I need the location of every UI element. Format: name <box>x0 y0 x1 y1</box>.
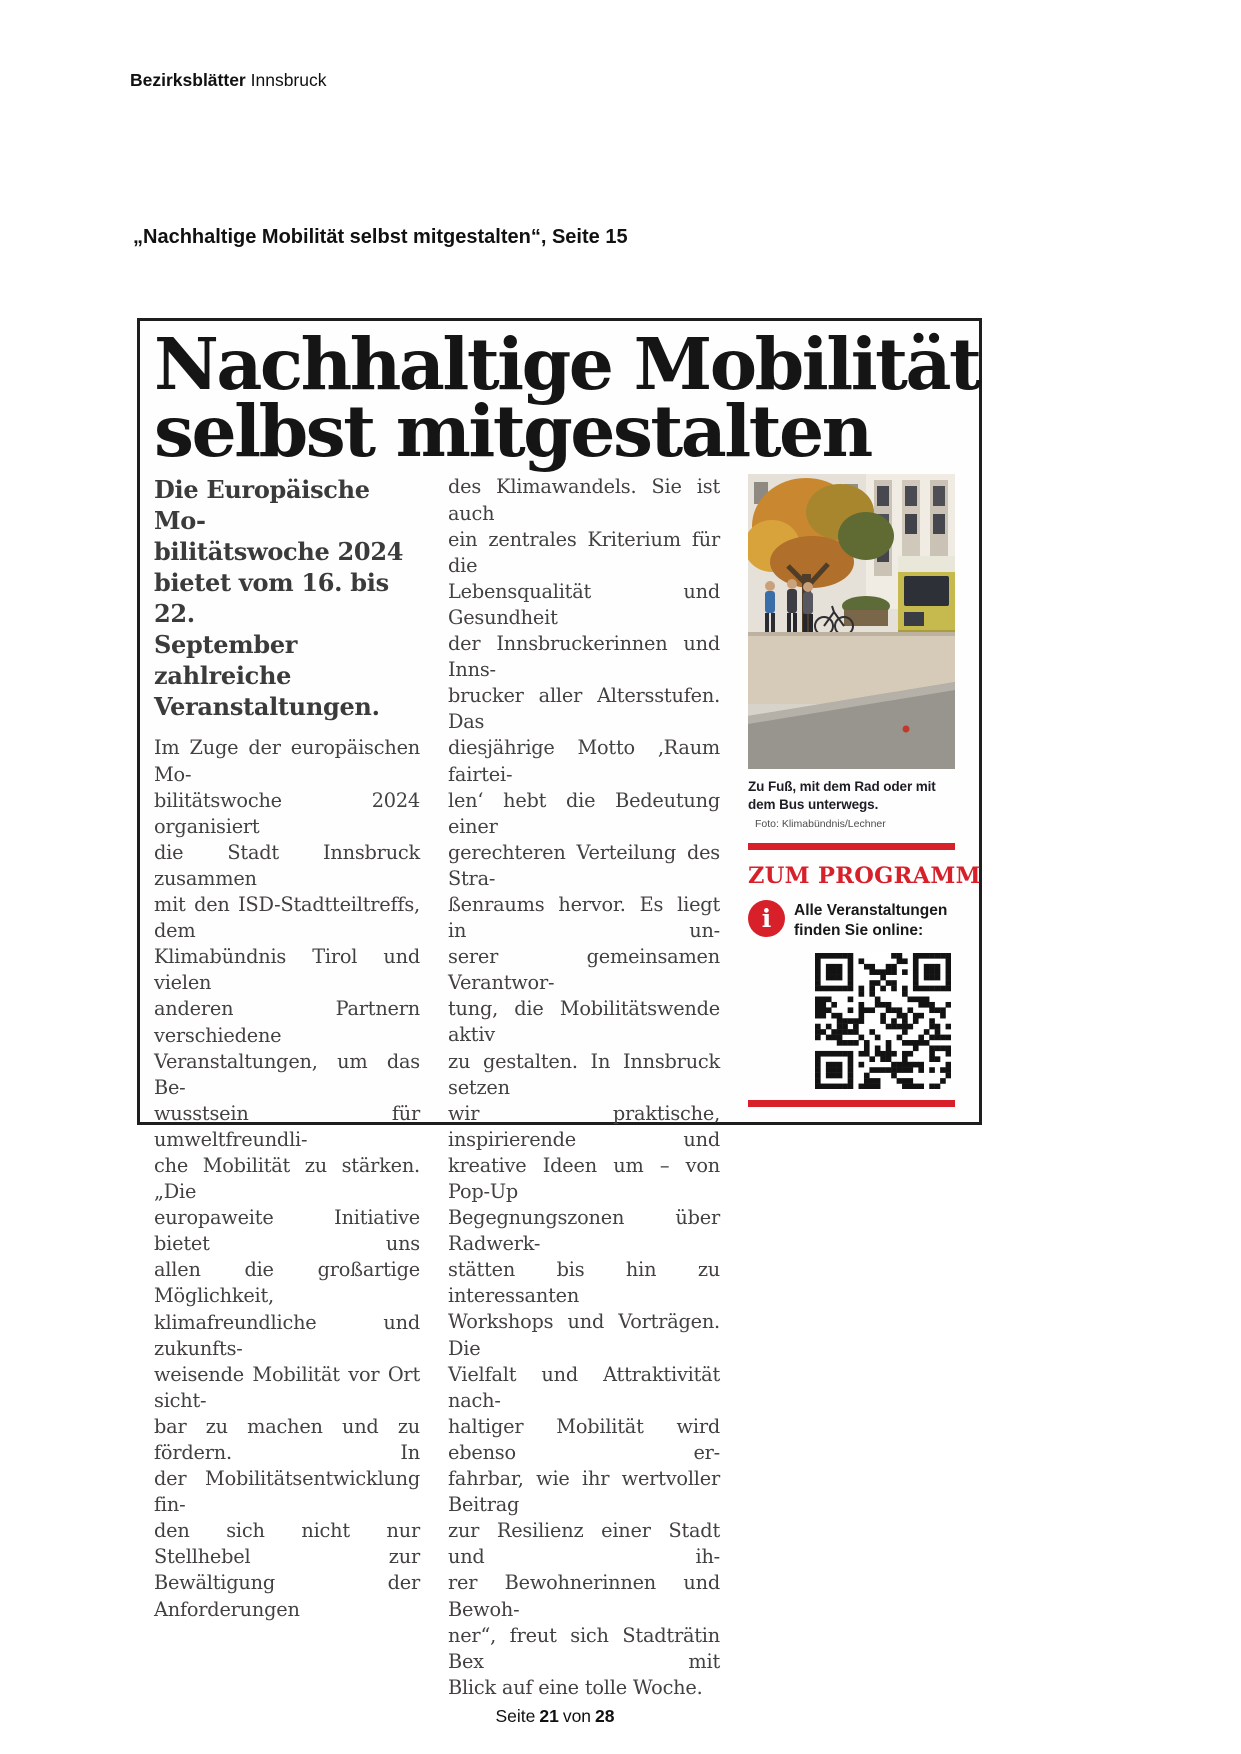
text-line: der Mobilitätsentwicklung fin- <box>154 1467 420 1517</box>
photo-caption <box>748 778 955 832</box>
article-headline <box>154 322 980 473</box>
footer-of-word: von <box>562 1706 592 1726</box>
text-line: Vielfalt und Attraktivität nach- <box>448 1362 720 1412</box>
text-line: Im Zuge der europäischen Mo- <box>154 736 420 786</box>
text-line: mit den ISD-Stadtteiltreffs, dem <box>154 893 420 943</box>
headline-line-2: selbst mitgestalten <box>154 388 871 473</box>
planter <box>842 596 890 626</box>
text-line: ßenraums hervor. Es liegt in un- <box>448 892 720 943</box>
text-line: rer Bewohnerinnen und Bewoh- <box>448 1571 720 1621</box>
text-line: brucker aller Altersstufen. Das <box>448 684 720 734</box>
text-line: Lebensqualität und Gesundheit <box>448 579 720 629</box>
text-line: bilitätswoche 2024 organisiert <box>154 788 420 838</box>
footer-label: Seite <box>495 1706 536 1726</box>
text-line: che Mobilität zu stärken. „Die <box>154 1153 420 1204</box>
program-info-text <box>794 900 947 940</box>
photo-credit: Foto: Klimabündnis/Lechner <box>755 818 886 831</box>
text-line: tung, die Mobilitätswende aktiv <box>448 997 720 1047</box>
qr-code <box>815 953 951 1089</box>
text-line: zur Resilienz einer Stadt und ih- <box>448 1519 720 1569</box>
text-line: den sich nicht nur Stellhebel zur <box>154 1519 420 1569</box>
text-line: Veranstaltungen. <box>154 692 380 722</box>
publication-header <box>130 70 327 91</box>
text-line: weisende Mobilität vor Ort sicht- <box>154 1362 420 1412</box>
footer-current-page: 21 <box>539 1706 559 1726</box>
article-column-3 <box>748 474 981 1700</box>
text-line: bilitätswoche 2024 <box>154 537 404 567</box>
text-line: fahrbar, wie ihr wertvoller Beitrag <box>448 1467 720 1517</box>
article-photo <box>748 474 955 769</box>
text-line: Alle Veranstaltungen <box>794 902 948 920</box>
text-line: wir praktische, inspirierende und <box>448 1101 720 1151</box>
article-lead-paragraph <box>154 474 420 722</box>
article-columns <box>154 474 981 1700</box>
footer-total-pages: 28 <box>595 1706 615 1726</box>
text-line: des Klimawandels. Sie ist auch <box>448 475 720 525</box>
text-line: Veranstaltungen, um das Be- <box>154 1049 420 1099</box>
text-line: gerechteren Verteilung des Stra- <box>448 840 720 890</box>
text-line: Klimabündnis Tirol und vielen <box>154 945 420 995</box>
text-line: ner“, freut sich Stadträtin Bex mit <box>448 1623 720 1673</box>
text-line: September zahlreiche <box>154 630 298 691</box>
text-line: wusstsein für umweltfreundli- <box>154 1101 420 1151</box>
text-line: bietet vom 16. bis 22. <box>154 568 389 629</box>
text-line: europaweite Initiative bietet uns <box>154 1206 420 1256</box>
text-line: anderen Partnern verschiedene <box>154 997 420 1047</box>
article-body-text-2 <box>448 474 720 1700</box>
text-line: der Innsbruckerinnen und Inns- <box>448 632 720 682</box>
text-line: bar zu machen und zu fördern. In <box>154 1414 420 1464</box>
text-line: diesjährige Motto ‚Raum fairtei- <box>448 736 720 786</box>
text-line: Begegnungszonen über Radwerk- <box>448 1206 720 1256</box>
text-line: serer gemeinsamen Verantwor- <box>448 945 720 995</box>
text-line: finden Sie online: <box>794 921 924 939</box>
publication-edition: Innsbruck <box>250 70 327 90</box>
text-line: die Stadt Innsbruck zusammen <box>154 840 420 890</box>
text-line: kreative Ideen um – von Pop-Up <box>448 1153 720 1203</box>
program-section-heading: ZUM PROGRAMM <box>748 863 981 890</box>
newspaper-clipping <box>137 318 982 1699</box>
article-column-2 <box>448 474 720 1700</box>
article-body-text-1 <box>154 735 420 1622</box>
text-line: zu gestalten. In Innsbruck setzen <box>448 1049 720 1099</box>
info-icon-glyph: i <box>761 904 772 934</box>
text-line: klimafreundliche und zukunfts- <box>154 1310 420 1360</box>
red-divider-bottom <box>748 1100 955 1107</box>
article-reference-line: „Nachhaltige Mobilität selbst mitgestalten“, Seite 15 <box>133 226 628 248</box>
publication-name: Bezirksblätter <box>130 70 246 90</box>
street <box>748 632 955 769</box>
text-line: Bewältigung der Anforderungen <box>154 1571 420 1621</box>
text-line: stätten bis hin zu interessanten <box>448 1258 720 1308</box>
headline-line-1: Nachhaltige Mobilität <box>154 322 980 406</box>
text-line: allen die großartige Möglichkeit, <box>154 1258 420 1308</box>
text-line: len‘ hebt die Bedeutung einer <box>448 788 720 838</box>
text-line: haltiger Mobilität wird ebenso er- <box>448 1414 720 1464</box>
info-icon <box>748 900 785 937</box>
text-line: Blick auf eine tolle Woche. <box>448 1675 703 1699</box>
article-column-1 <box>154 474 420 1700</box>
text-line: Workshops und Vorträgen. Die <box>448 1310 720 1360</box>
photo-caption-text: Zu Fuß, mit dem Rad oder mit dem Bus unterwegs. <box>748 779 936 813</box>
red-divider-top <box>748 843 955 850</box>
program-info-row <box>748 900 955 940</box>
page-footer <box>0 1706 1110 1727</box>
text-line: ein zentrales Kriterium für die <box>448 527 720 577</box>
text-line: Die Europäische Mo- <box>154 475 370 536</box>
